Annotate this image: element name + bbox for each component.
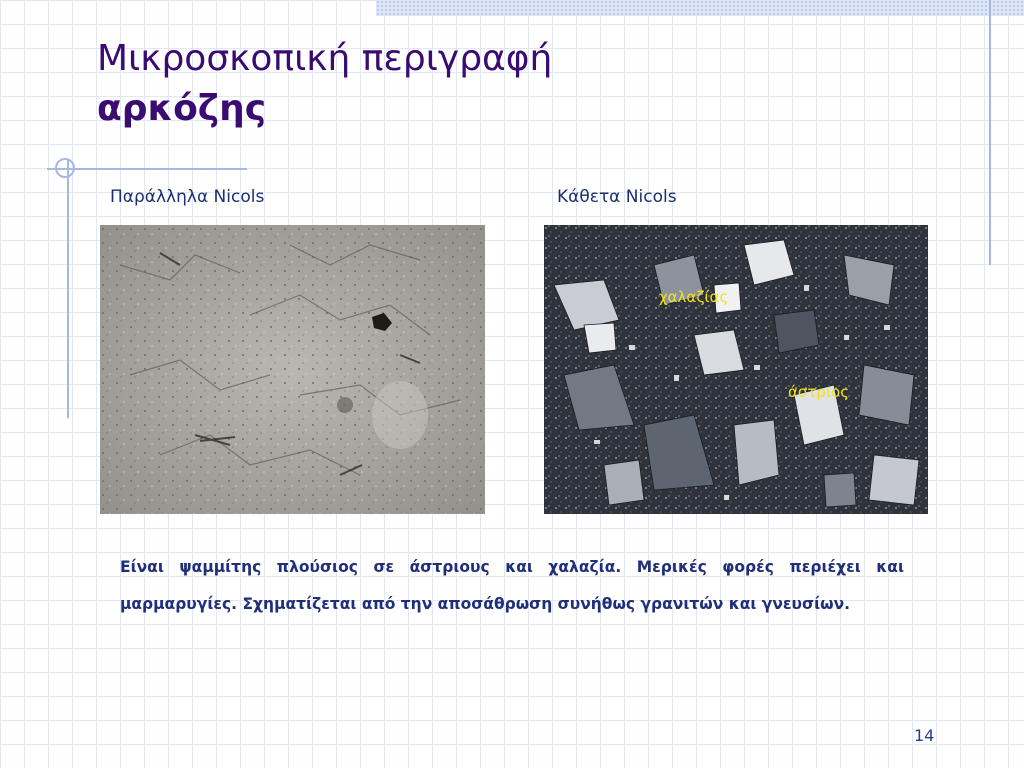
slide-title bbox=[97, 34, 552, 134]
decorative-vertical-line-left bbox=[67, 160, 69, 418]
top-decorative-band bbox=[376, 0, 1024, 16]
xpl-micrograph-image bbox=[544, 225, 928, 514]
caption-crossed-nicols: Κάθετα Nicols bbox=[557, 187, 677, 207]
label-feldspar: άστριος bbox=[788, 383, 850, 401]
label-quartz: χαλαζίας bbox=[659, 288, 729, 306]
decorative-vertical-line-right bbox=[989, 0, 991, 265]
ppl-micrograph-image bbox=[100, 225, 485, 514]
title-line-2: αρκόζης bbox=[97, 88, 267, 129]
title-line-1: Μικροσκοπική περιγραφή bbox=[97, 38, 553, 79]
decorative-horizontal-line bbox=[47, 168, 247, 170]
page-number: 14 bbox=[914, 726, 935, 745]
decorative-circle bbox=[55, 158, 75, 178]
caption-parallel-nicols: Παράλληλα Nicols bbox=[110, 187, 265, 207]
description-paragraph: Είναι ψαμμίτης πλούσιος σε άστριους και χαλαζία. Μερικές φορές περιέχει και μαρμαρυγίες. Σχηματίζεται από την αποσάθρωση συνήθως γρανιτών και γνευσίων. bbox=[120, 558, 904, 613]
